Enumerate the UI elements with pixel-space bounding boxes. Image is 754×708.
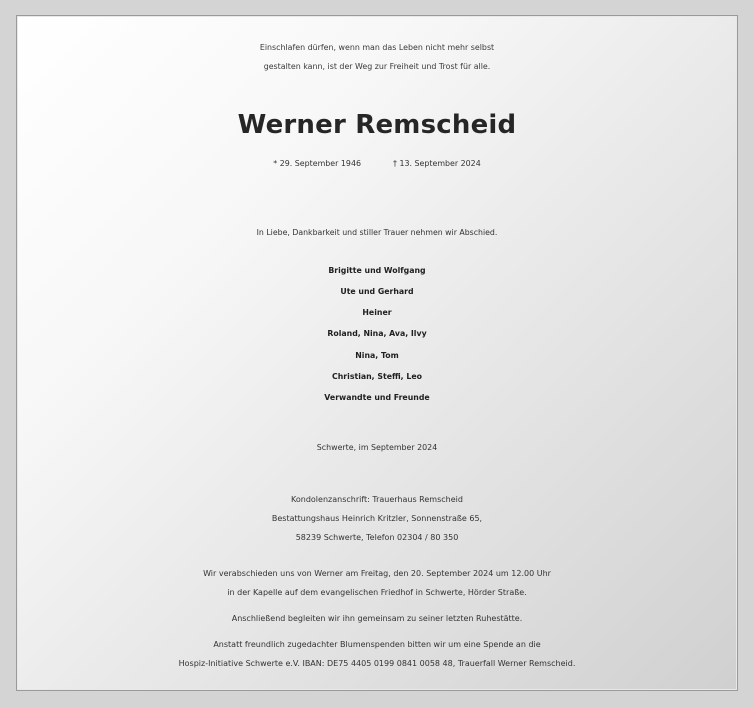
mourner-line: Heiner [362, 308, 392, 317]
mourner-line: Nina, Tom [355, 351, 399, 360]
burial-text: Anschließend begleiten wir ihn gemeinsam zu seiner letzten Ruhestätte. [231, 614, 523, 623]
farewell-text: In Liebe, Dankbarkeit und stiller Trauer nehmen wir Abschied. [256, 228, 498, 237]
motto-line-1: Einschlafen dürfen, wenn man das Leben nicht mehr selbst [259, 43, 495, 52]
condolence-line: Kondolenzanschrift: Trauerhaus Remscheid [291, 495, 463, 504]
service-line: in der Kapelle auf dem evangelischen Friedhof in Schwerte, Hörder Straße. [227, 588, 527, 597]
condolence-line: Bestattungshaus Heinrich Kritzler, Sonnenstraße 65, [271, 514, 483, 523]
mourner-line: Ute und Gerhard [340, 287, 414, 296]
donation-line: Hospiz-Initiative Schwerte e.V. IBAN: DE75 4405 0199 0841 0058 48, Trauerfall Werner Remscheid. [178, 659, 576, 668]
birth-date: * 29. September 1946 [273, 159, 361, 168]
condolence-line: 58239 Schwerte, Telefon 02304 / 80 350 [295, 533, 459, 542]
donation-line: Anstatt freundlich zugedachter Blumenspenden bitten wir um eine Spende an die [213, 640, 541, 649]
deceased-name: Werner Remscheid [237, 110, 517, 140]
mourner-line: Roland, Nina, Ava, Ilvy [327, 329, 427, 338]
motto-line-2: gestalten kann, ist der Weg zur Freiheit und Trost für alle. [263, 62, 491, 71]
mourner-line: Christian, Steffi, Leo [332, 372, 422, 381]
mourner-line: Brigitte und Wolfgang [328, 266, 426, 275]
obituary-card [16, 15, 738, 691]
death-date: † 13. September 2024 [393, 159, 481, 168]
life-dates [17, 159, 737, 168]
place-date: Schwerte, im September 2024 [316, 443, 438, 452]
service-line: Wir verabschieden uns von Werner am Freitag, den 20. September 2024 um 12.00 Uhr [203, 569, 551, 578]
mourner-line: Verwandte und Freunde [324, 393, 430, 402]
